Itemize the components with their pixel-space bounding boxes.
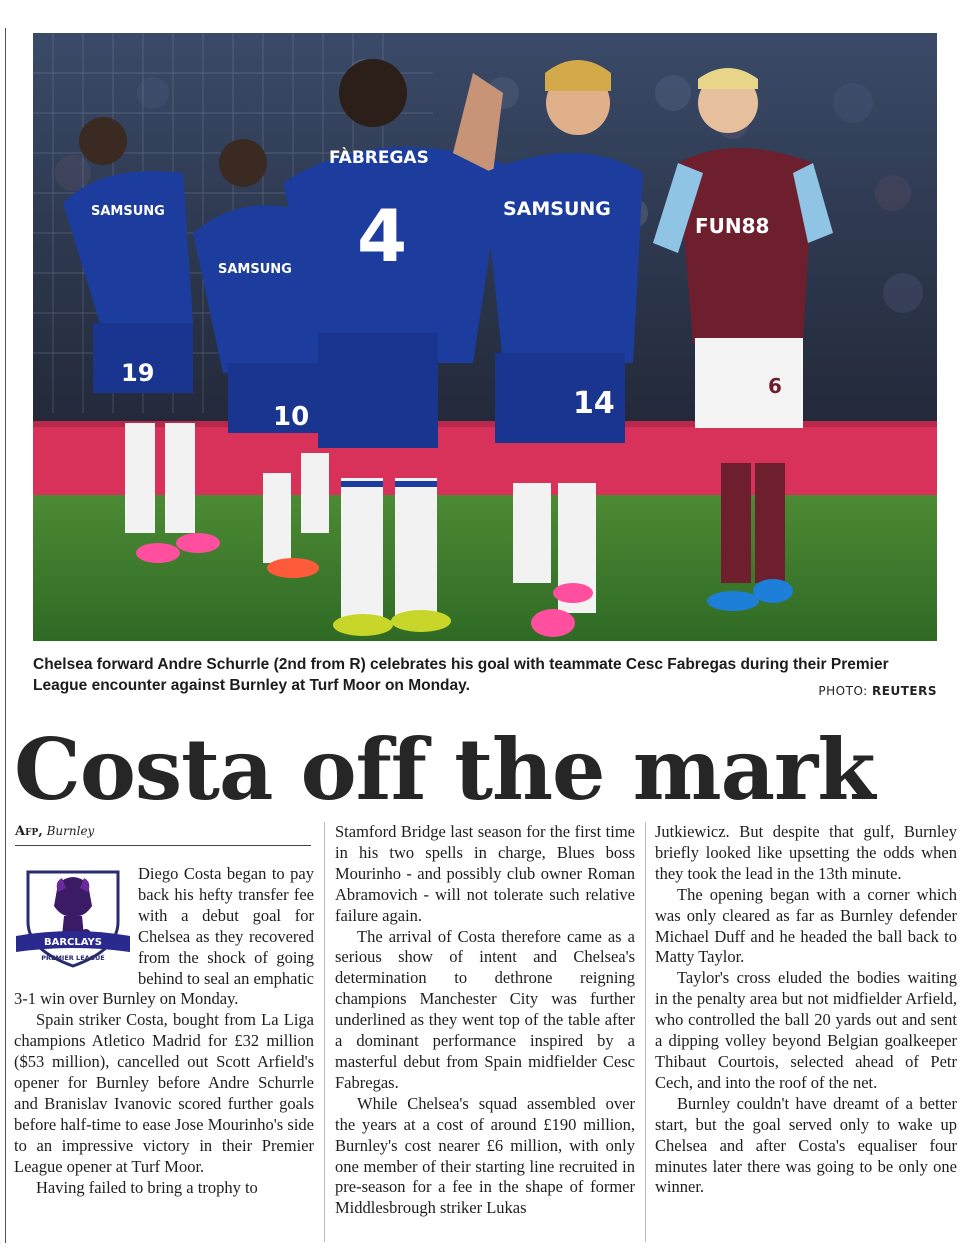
svg-text:PREMIER LEAGUE: PREMIER LEAGUE — [41, 954, 105, 962]
svg-text:4: 4 — [357, 194, 408, 278]
svg-text:10: 10 — [273, 402, 310, 432]
svg-text:FUN88: FUN88 — [695, 214, 770, 238]
column-divider — [645, 822, 646, 1242]
photo-caption: Chelsea forward Andre Schurrle (2nd from R) celebrates his goal with teammate Cesc Fabregas during their Premier League encounter against Burnley at Turf Moor on Monday. — [33, 656, 889, 694]
svg-text:6: 6 — [768, 374, 782, 398]
photo-credit-source: REUTERS — [872, 684, 937, 698]
match-photo — [33, 33, 937, 641]
article-column-3 — [655, 822, 957, 1247]
article-paragraph: Jutkiewicz. But despite that gulf, Burnley briefly looked like upsetting the odds when they took the lead in the 13th minute. — [655, 822, 957, 883]
article-column-1 — [14, 864, 314, 1247]
svg-text:SAMSUNG: SAMSUNG — [91, 204, 165, 219]
premier-league-logo — [14, 866, 132, 970]
byline-agency: Afp, — [15, 824, 43, 839]
article-paragraph: While Chelsea's squad assembled over the years at a cost of around £190 million, Burnley's cost nearer £6 million, with only one member of their starting line recruited in pre-season for a fee in the shape of former Middlesbrough striker Lukas — [335, 1093, 635, 1218]
headline: Costa off the mark — [14, 720, 875, 819]
svg-text:14: 14 — [573, 386, 615, 421]
article-paragraph: Having failed to bring a trophy to — [36, 1177, 258, 1197]
article-paragraph: Burnley couldn't have dreamt of a better start, but the goal served only to wake up Chelsea and after Costa's equaliser four minutes later there was going to be only one winner. — [655, 1093, 957, 1197]
svg-text:SAMSUNG: SAMSUNG — [218, 262, 292, 277]
article-paragraph: Stamford Bridge last season for the first time in his two spells in charge, Blues boss Mourinho - and possibly club owner Roman Abramovich - will not tolerate such relative failure again. — [335, 822, 635, 925]
photo-credit-label: PHOTO: — [818, 684, 868, 698]
article-paragraph: Spain striker Costa, bought from La Liga champions Atletico Madrid for £32 million ($53 million), cancelled out Scott Arfield's opener for Burnley before Andre Schurrle and Branislav Ivanovic scored further goals before half-time to ease Jose Mourinho's side to an impressive victory in their Premier League opener at Turf Moor. — [14, 1010, 314, 1176]
byline-place: Burnley — [46, 824, 95, 838]
byline — [15, 824, 311, 846]
article-paragraph: The opening began with a corner which was only cleared as far as Burnley defender Michael Duff and he headed the ball back to Matty Taylor. — [655, 884, 957, 967]
article-paragraph: Taylor's cross eluded the bodies waiting in the penalty area but not midfielder Arfield, who controlled the ball 20 yards out and sent a dipping volley beyond Belgian goalkeeper Thibaut Courtois, selected ahead of Petr Cech, and into the roof of the net. — [655, 968, 957, 1092]
svg-text:19: 19 — [121, 359, 155, 387]
article-column-2 — [335, 822, 635, 1247]
svg-text:BARCLAYS: BARCLAYS — [44, 937, 102, 948]
page-margin-rule — [5, 28, 6, 1243]
article-paragraph: Diego Costa began to pay back his hefty transfer fee with a debut goal for Chelsea as they recovered from the shock of going behind to seal an emphatic 3-1 win over Burnley on Monday. — [14, 864, 314, 1009]
svg-text:FÀBREGAS: FÀBREGAS — [329, 148, 429, 168]
photo-credit — [818, 684, 937, 698]
article-paragraph: The arrival of Costa therefore came as a serious show of intent and Chelsea's determination to dethrone reigning champions Manchester City was further underlined as they went top of the table after a dominant performance inspired by a masterful debut from Spain midfielder Cesc Fabregas. — [335, 926, 635, 1092]
column-divider — [324, 822, 325, 1242]
svg-text:SAMSUNG: SAMSUNG — [503, 198, 611, 220]
